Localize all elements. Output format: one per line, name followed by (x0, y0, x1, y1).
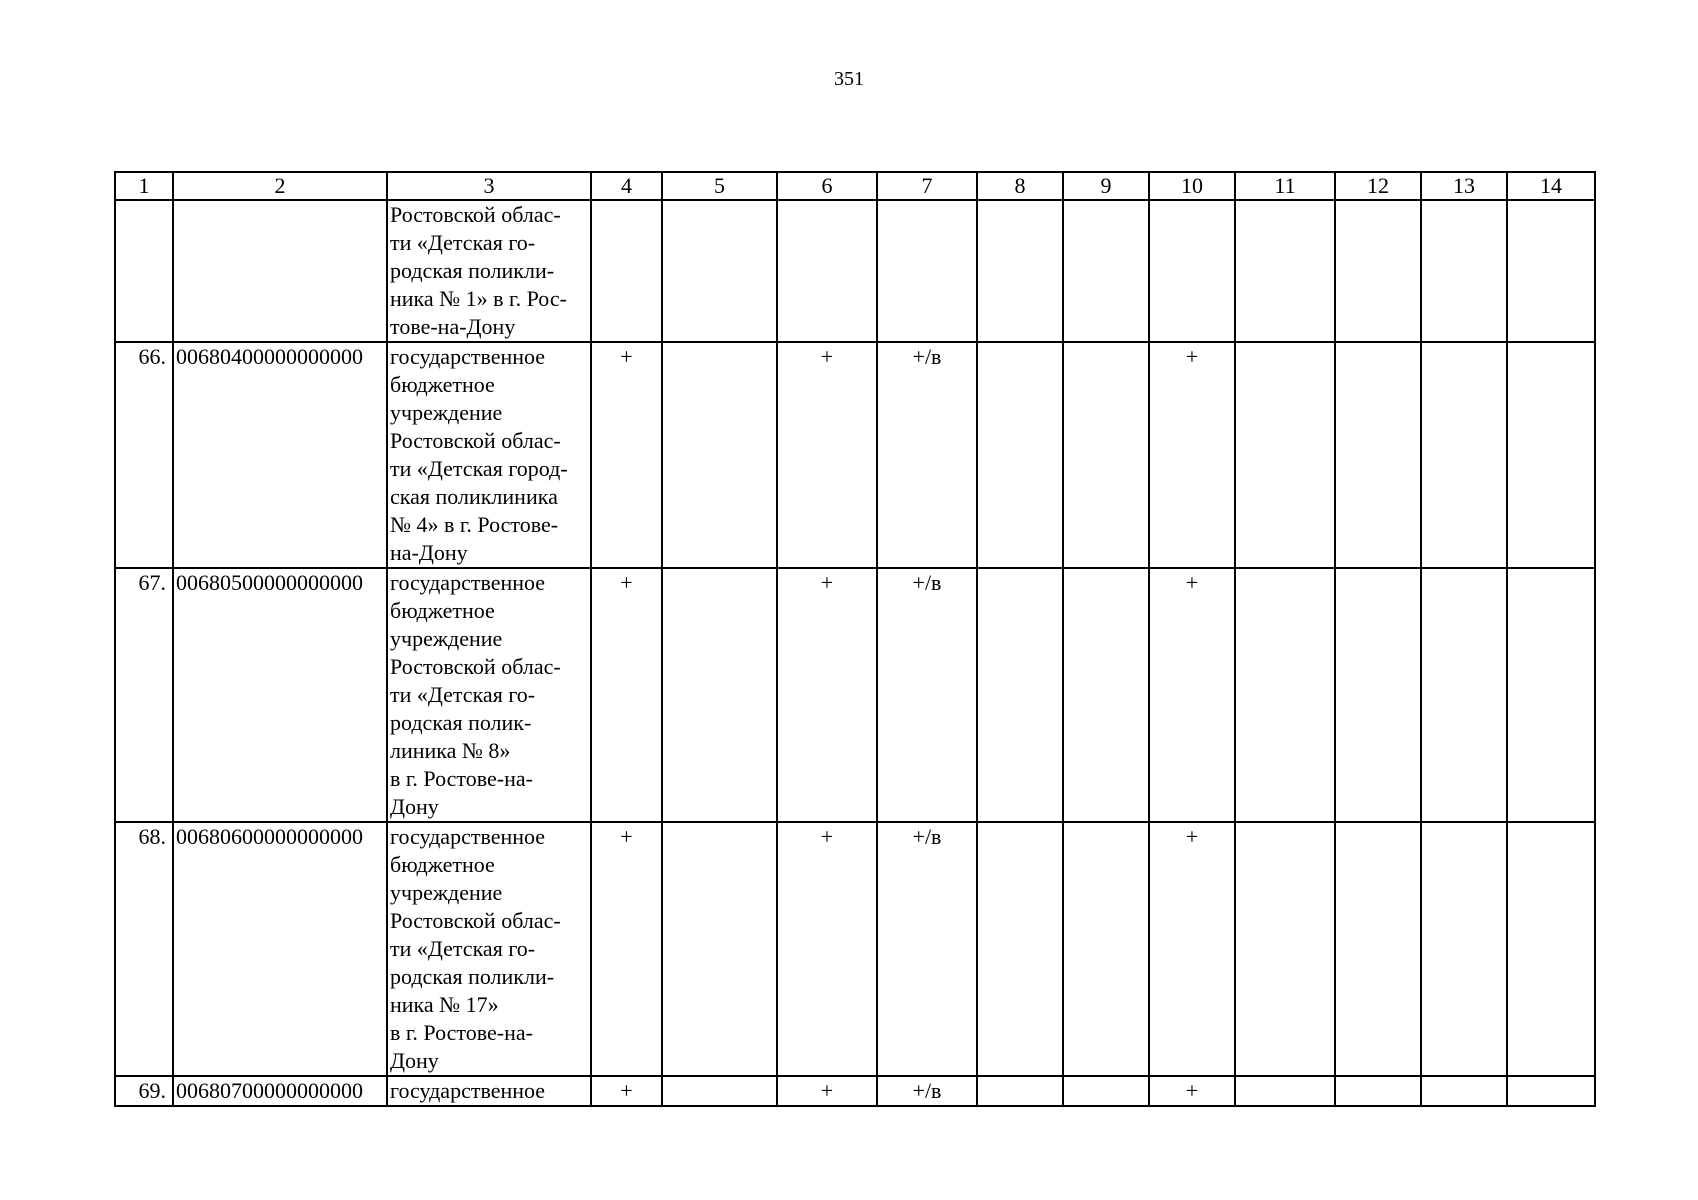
mark-cell-col-8 (977, 342, 1063, 568)
organization-name-line: ти «Детская го- (390, 682, 536, 707)
mark-cell-col-14 (1507, 568, 1595, 822)
organization-name-line: Ростовской облас- (390, 428, 561, 453)
table-row (115, 1076, 1595, 1106)
column-header: 7 (877, 172, 977, 200)
organization-name-line: родская полик- (390, 710, 532, 735)
organization-name-line: ника № 1» в г. Рос- (390, 286, 567, 311)
table-row (115, 822, 1595, 1076)
mark-cell-col-13 (1421, 200, 1507, 342)
mark-cell-col-9 (1063, 568, 1149, 822)
column-header: 1 (115, 172, 173, 200)
organization-name-line: ти «Детская го- (390, 936, 536, 961)
organization-name-cell (387, 568, 591, 822)
column-header: 11 (1235, 172, 1335, 200)
mark-cell-col-8 (977, 822, 1063, 1076)
organization-name-cell (387, 1076, 591, 1106)
organization-name-line: ская поликлиника (390, 484, 558, 509)
mark-cell-col-5 (662, 342, 777, 568)
document-table (114, 171, 1596, 1107)
column-number-header-row (115, 172, 1595, 200)
mark-cell-col-8 (977, 200, 1063, 342)
mark-cell-col-7: +/в (877, 342, 977, 568)
row-number-cell: 68. (115, 822, 173, 1076)
mark-cell-col-14 (1507, 822, 1595, 1076)
mark-cell-col-5 (662, 1076, 777, 1106)
column-header: 10 (1149, 172, 1235, 200)
mark-cell-col-9 (1063, 1076, 1149, 1106)
mark-cell-col-11 (1235, 342, 1335, 568)
mark-cell-col-7: +/в (877, 1076, 977, 1106)
column-header: 5 (662, 172, 777, 200)
mark-cell-col-14 (1507, 1076, 1595, 1106)
organization-name-line: в г. Ростове-на- (390, 1020, 533, 1045)
mark-cell-col-12 (1335, 342, 1421, 568)
column-header: 13 (1421, 172, 1507, 200)
organization-name-cell (387, 200, 591, 342)
mark-cell-col-10 (1149, 200, 1235, 342)
mark-cell-col-12 (1335, 200, 1421, 342)
organization-name-line: государственное (390, 1078, 546, 1103)
column-header: 6 (777, 172, 877, 200)
mark-cell-col-6: + (777, 1076, 877, 1106)
organization-name-line: ти «Детская город- (390, 456, 568, 481)
mark-cell-col-9 (1063, 822, 1149, 1076)
code-cell: 00680600000000000 (173, 822, 387, 1076)
organization-name-cell (387, 822, 591, 1076)
organization-name-line: учреждение (390, 400, 503, 425)
column-header: 8 (977, 172, 1063, 200)
organization-name-line: линика № 8» (390, 738, 511, 763)
organization-name-line: № 4» в г. Ростове- (390, 512, 559, 537)
mark-cell-col-5 (662, 568, 777, 822)
organization-name-line: на-Дону (390, 540, 468, 565)
organization-name-line: государственное (390, 824, 546, 849)
organization-name-line: Дону (390, 794, 439, 819)
page-number: 351 (834, 68, 864, 90)
mark-cell-col-6: + (777, 822, 877, 1076)
organization-name-line: бюджетное (390, 372, 495, 397)
mark-cell-col-12 (1335, 822, 1421, 1076)
mark-cell-col-13 (1421, 342, 1507, 568)
mark-cell-col-14 (1507, 200, 1595, 342)
table-row (115, 342, 1595, 568)
organization-name-line: Ростовской облас- (390, 202, 561, 227)
organization-name-line: родская поликли- (390, 964, 555, 989)
mark-cell-col-14 (1507, 342, 1595, 568)
mark-cell-col-11 (1235, 822, 1335, 1076)
organization-name-line: учреждение (390, 880, 503, 905)
mark-cell-col-11 (1235, 200, 1335, 342)
mark-cell-col-12 (1335, 568, 1421, 822)
code-cell: 00680400000000000 (173, 342, 387, 568)
organization-name-cell (387, 342, 591, 568)
mark-cell-col-8 (977, 568, 1063, 822)
mark-cell-col-10: + (1149, 342, 1235, 568)
organization-name-line: бюджетное (390, 852, 495, 877)
organization-name-line: государственное (390, 344, 546, 369)
row-number-cell (115, 200, 173, 342)
mark-cell-col-7: +/в (877, 822, 977, 1076)
organization-name-line: учреждение (390, 626, 503, 651)
column-header: 14 (1507, 172, 1595, 200)
organization-name-line: ти «Детская го- (390, 230, 536, 255)
column-header: 2 (173, 172, 387, 200)
code-cell: 00680500000000000 (173, 568, 387, 822)
mark-cell-col-12 (1335, 1076, 1421, 1106)
row-number-cell: 69. (115, 1076, 173, 1106)
mark-cell-col-5 (662, 200, 777, 342)
code-cell: 00680700000000000 (173, 1076, 387, 1106)
mark-cell-col-11 (1235, 1076, 1335, 1106)
mark-cell-col-6: + (777, 342, 877, 568)
mark-cell-col-4: + (591, 822, 662, 1076)
mark-cell-col-4: + (591, 342, 662, 568)
organization-name-line: Ростовской облас- (390, 908, 561, 933)
row-number-cell: 67. (115, 568, 173, 822)
mark-cell-col-9 (1063, 200, 1149, 342)
organization-name-line: в г. Ростове-на- (390, 766, 533, 791)
column-header: 12 (1335, 172, 1421, 200)
organization-name-line: ника № 17» (390, 992, 499, 1017)
table-row (115, 200, 1595, 342)
mark-cell-col-13 (1421, 568, 1507, 822)
organization-name-line: тове-на-Дону (390, 314, 516, 339)
mark-cell-col-7: +/в (877, 568, 977, 822)
mark-cell-col-13 (1421, 1076, 1507, 1106)
mark-cell-col-10: + (1149, 1076, 1235, 1106)
mark-cell-col-4 (591, 200, 662, 342)
mark-cell-col-4: + (591, 568, 662, 822)
organization-name-line: бюджетное (390, 598, 495, 623)
mark-cell-col-9 (1063, 342, 1149, 568)
organization-name-line: Ростовской облас- (390, 654, 561, 679)
organization-name-line: родская поликли- (390, 258, 555, 283)
mark-cell-col-11 (1235, 568, 1335, 822)
mark-cell-col-13 (1421, 822, 1507, 1076)
column-header: 9 (1063, 172, 1149, 200)
mark-cell-col-6 (777, 200, 877, 342)
row-number-cell: 66. (115, 342, 173, 568)
mark-cell-col-6: + (777, 568, 877, 822)
mark-cell-col-4: + (591, 1076, 662, 1106)
mark-cell-col-8 (977, 1076, 1063, 1106)
organization-name-line: Дону (390, 1048, 439, 1073)
mark-cell-col-10: + (1149, 568, 1235, 822)
organization-name-line: государственное (390, 570, 546, 595)
mark-cell-col-5 (662, 822, 777, 1076)
mark-cell-col-10: + (1149, 822, 1235, 1076)
code-cell (173, 200, 387, 342)
mark-cell-col-7 (877, 200, 977, 342)
table-row (115, 568, 1595, 822)
column-header: 3 (387, 172, 591, 200)
column-header: 4 (591, 172, 662, 200)
